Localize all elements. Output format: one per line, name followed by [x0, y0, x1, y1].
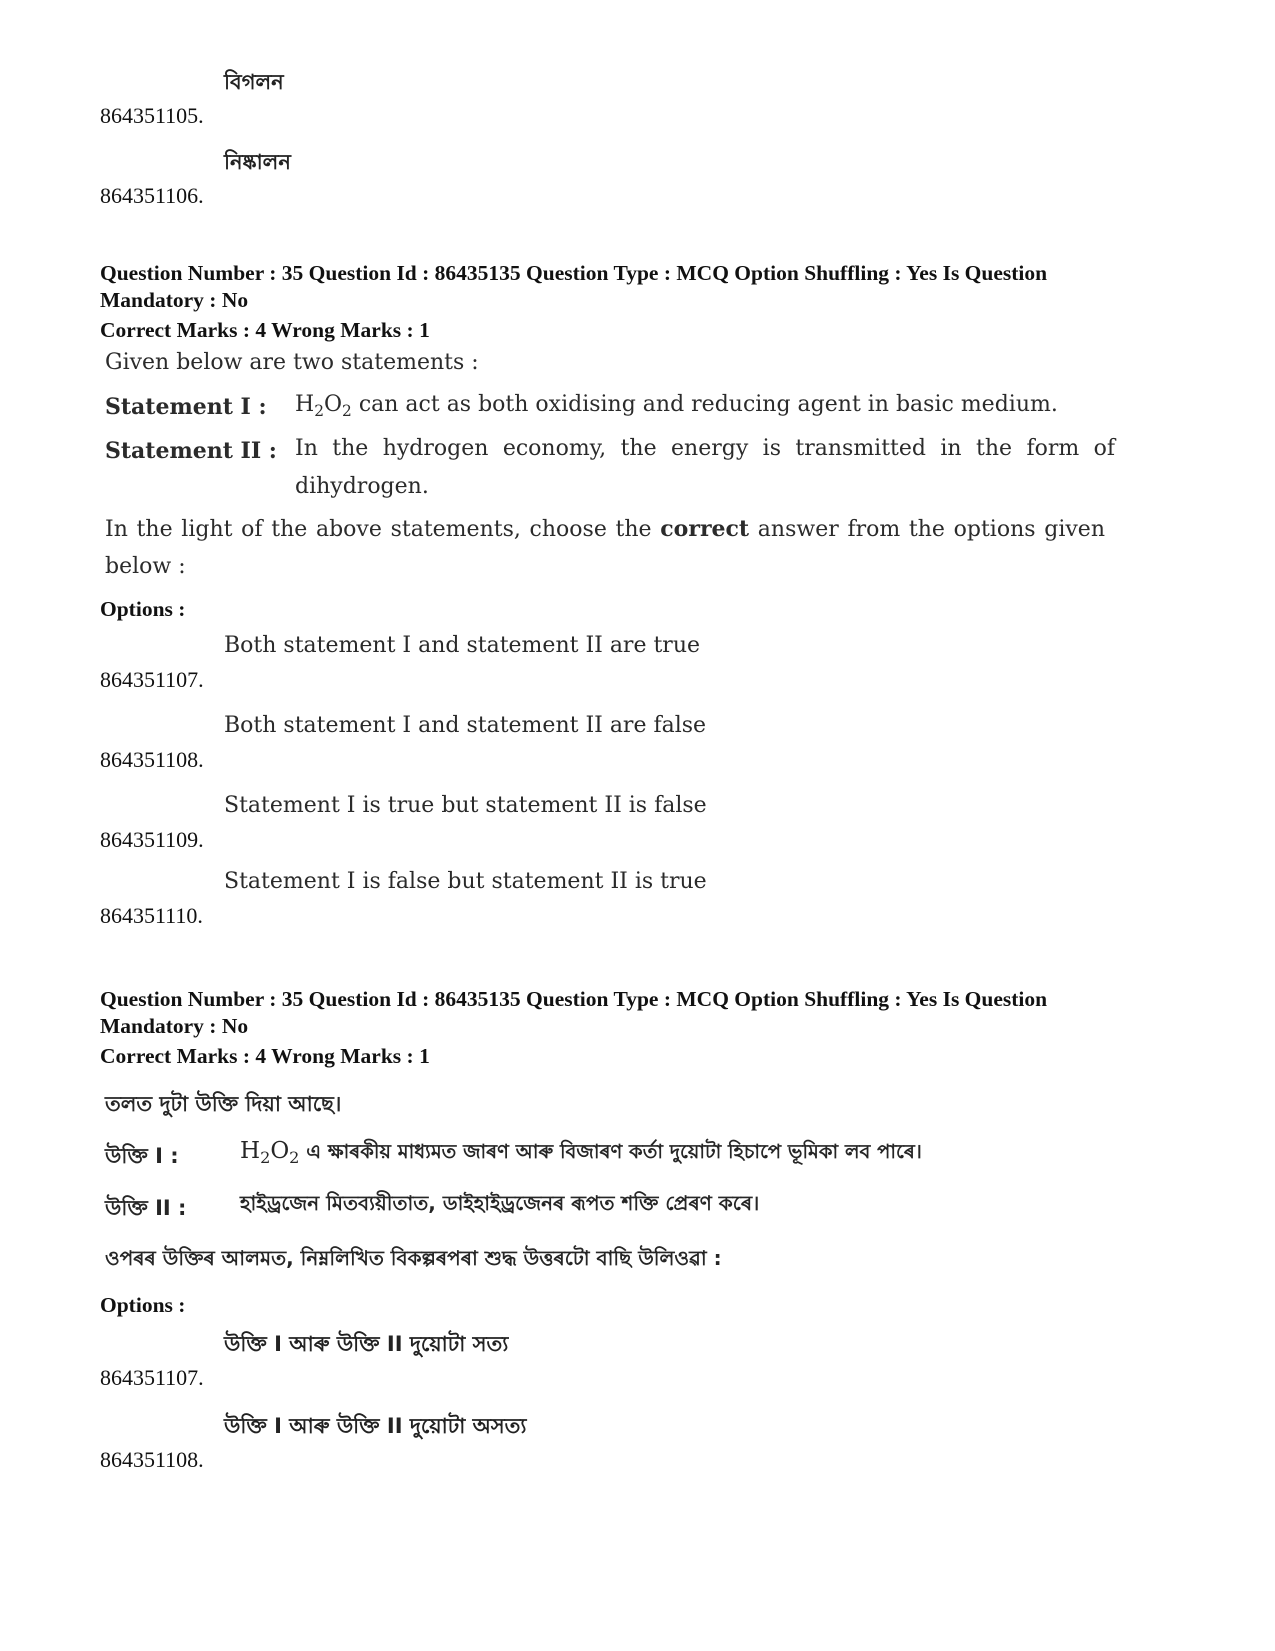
- option-number: 864351108.: [100, 747, 204, 772]
- formula-sub: 2: [289, 1148, 300, 1167]
- option-number: 864351106.: [100, 183, 204, 208]
- statement-1-text: [240, 1132, 1160, 1171]
- question-meta: [100, 986, 1180, 1040]
- option-number: 864351110.: [100, 903, 203, 928]
- question-body: [105, 1088, 1165, 1278]
- options-label: Options :: [100, 597, 186, 621]
- instruction-text: answer from the options given: [749, 517, 1105, 542]
- option-row: [100, 632, 1200, 692]
- option-number: 864351107.: [100, 667, 204, 692]
- option-row: [100, 792, 1200, 852]
- statement-2-text: হাইড্ৰজেন মিতব্যয়ীতাত, ডাইহাইড্ৰজেনৰ ৰূপত শক্তি প্ৰেৰণ কৰে।: [240, 1191, 760, 1215]
- question-meta: [100, 260, 1180, 314]
- formula-sub: 2: [342, 402, 352, 420]
- option-text: নিষ্কালন: [224, 150, 291, 174]
- formula-o: O: [270, 1138, 290, 1164]
- statement-1-rest: এ ক্ষাৰকীয় মাধ্যমত জাৰণ আৰু বিজাৰণ কৰ্তা দুয়োটা হিচাপে ভূমিকা লব পাৰে।: [299, 1140, 922, 1163]
- question-intro: তলত দুটা উক্তি দিয়া আছে।: [105, 1092, 342, 1116]
- statement-1-label: Statement I :: [105, 394, 267, 420]
- option-text: Both statement I and statement II are true: [224, 633, 701, 658]
- option-text: Statement I is true but statement II is false: [224, 793, 707, 818]
- formula-h: H: [240, 1138, 261, 1164]
- question-marks: Correct Marks : 4 Wrong Marks : 1: [100, 1044, 430, 1068]
- formula-o: O: [323, 392, 343, 417]
- option-row: [100, 1330, 1200, 1390]
- option-text: বিগলন: [224, 70, 284, 94]
- statement-2-label: Statement II :: [105, 438, 277, 464]
- statement-2-line: In the hydrogen economy, the energy is transmitted in the form of: [295, 436, 1115, 461]
- statement-2-line: dihydrogen.: [295, 474, 429, 499]
- option-number: 864351108.: [100, 1447, 204, 1472]
- question-meta-line: Mandatory : No: [100, 1014, 249, 1038]
- question-meta-line: Question Number : 35 Question Id : 86435135 Question Type : MCQ Option Shuffling : Yes Is Question: [100, 261, 1048, 285]
- statement-1-label: উক্তি I :: [105, 1144, 179, 1168]
- question-marks: Correct Marks : 4 Wrong Marks : 1: [100, 318, 430, 342]
- option-number: 864351107.: [100, 1365, 204, 1390]
- option-row: [100, 1412, 1200, 1472]
- question-instruction: ওপৰৰ উক্তিৰ আলমত, নিম্নলিখিত বিকল্পৰপৰা শুদ্ধ উত্তৰটো বাছি উলিওৱা :: [105, 1246, 722, 1270]
- option-row: [100, 712, 1200, 772]
- option-text: Statement I is false but statement II is true: [224, 869, 707, 894]
- option-text: উক্তি I আৰু উক্তি II দুয়োটা সত্য: [224, 1332, 509, 1356]
- statement-1-rest: can act as both oxidising and reducing agent in basic medium.: [351, 392, 1058, 417]
- option-row: [100, 68, 1200, 128]
- option-text: উক্তি I আৰু উক্তি II দুয়োটা অসত্য: [224, 1414, 527, 1438]
- statement-1-text: [295, 386, 1155, 424]
- question-intro: Given below are two statements :: [105, 350, 479, 375]
- instruction-emphasis: correct: [660, 516, 750, 542]
- instruction-text: In the light of the above statements, choose the: [105, 517, 661, 542]
- option-number: 864351105.: [100, 103, 204, 128]
- formula-sub: 2: [314, 402, 324, 420]
- option-text: Both statement I and statement II are false: [224, 713, 707, 738]
- statement-2-label: উক্তি II :: [105, 1196, 187, 1220]
- option-number: 864351109.: [100, 827, 204, 852]
- question-body: [105, 350, 1165, 590]
- question-meta-line: Question Number : 35 Question Id : 86435135 Question Type : MCQ Option Shuffling : Yes Is Question: [100, 987, 1048, 1011]
- option-row: [100, 868, 1200, 928]
- question-instruction: [105, 516, 1105, 542]
- options-label: Options :: [100, 1293, 186, 1317]
- question-instruction-line2: below :: [105, 554, 186, 579]
- formula-sub: 2: [260, 1148, 271, 1167]
- question-meta-line: Mandatory : No: [100, 288, 249, 312]
- option-row: [100, 148, 1200, 208]
- formula-h: H: [295, 392, 315, 417]
